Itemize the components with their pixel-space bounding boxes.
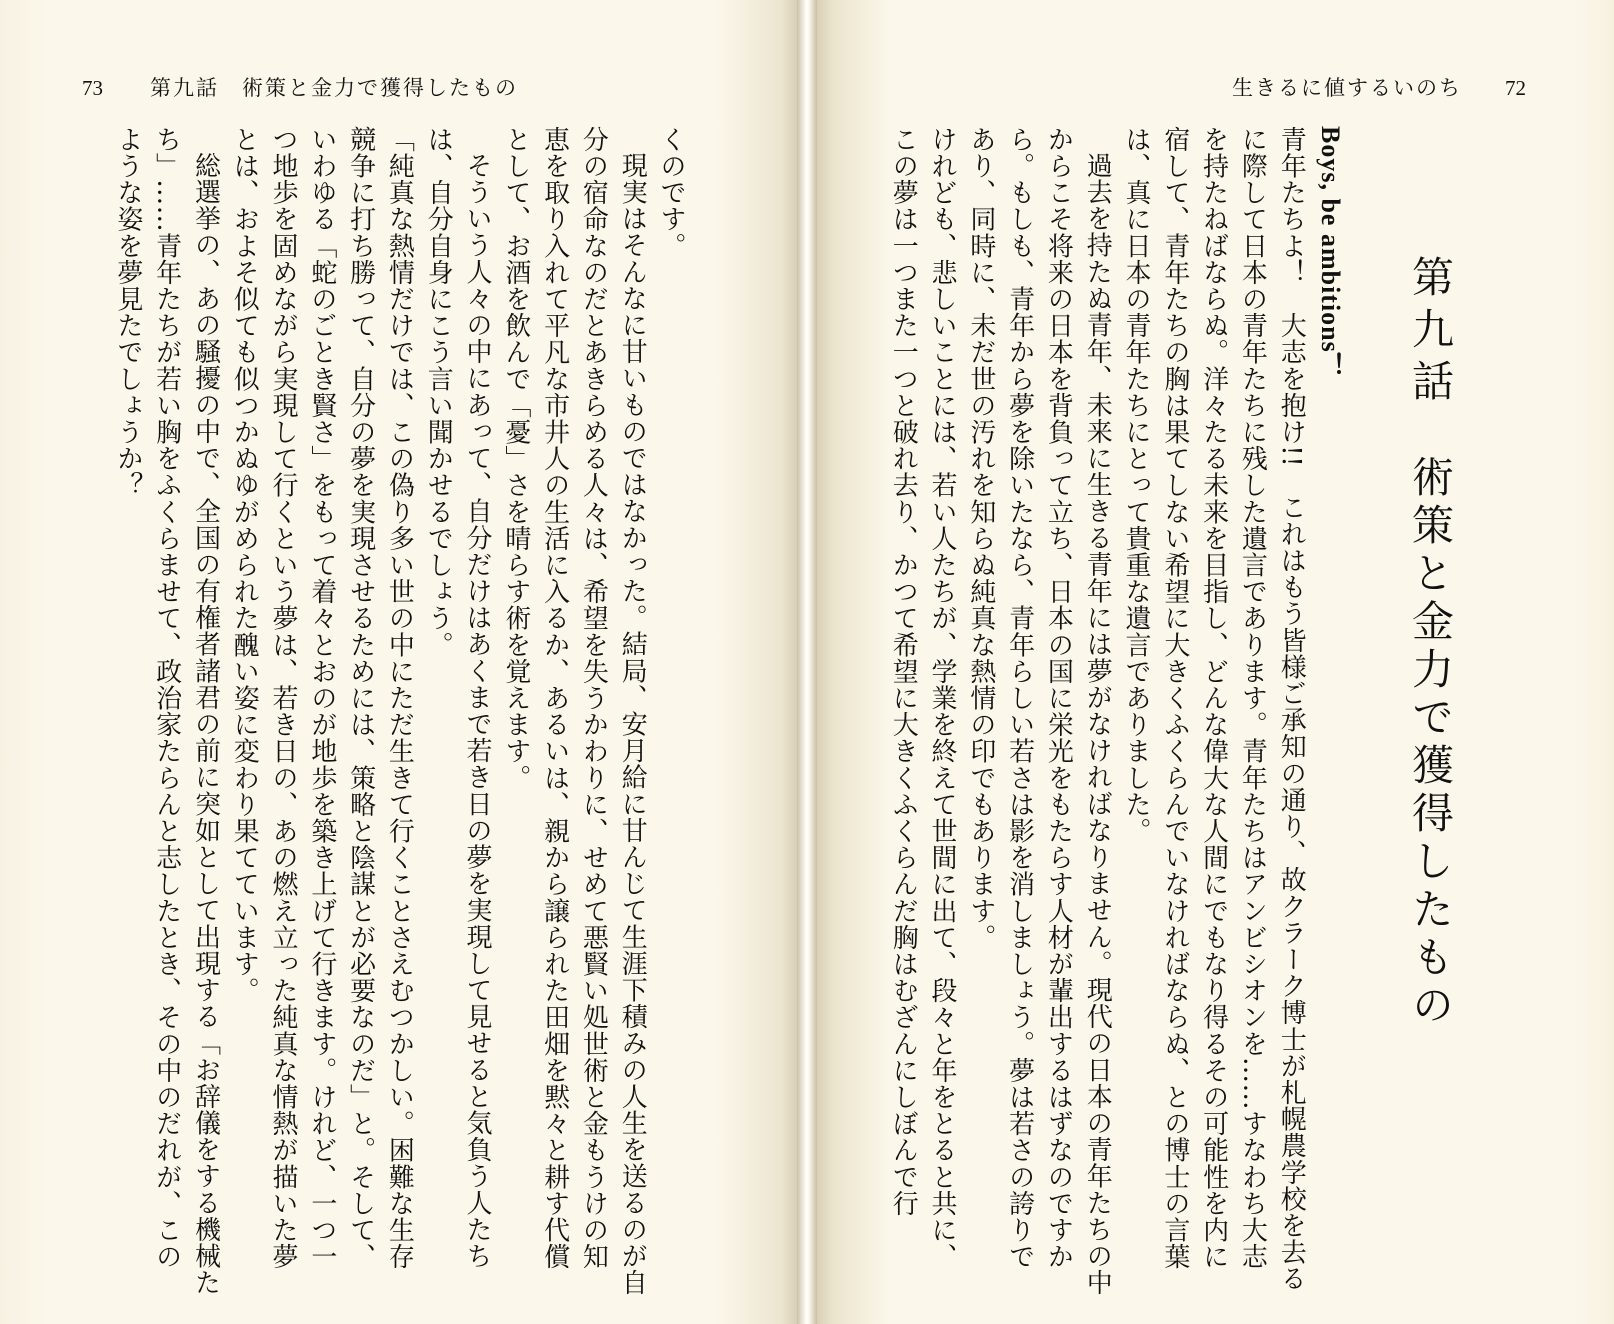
left-page-number: 73: [82, 76, 103, 100]
right-body-text: [888, 126, 1349, 1296]
left-paragraph-4: 「純真な熱情だけでは、この偽り多い世の中にただ生きて行くことさえむつかしい。困難な生存競争に打ち勝って、自分の夢を実現させるためには、策略と陰謀とが必要なのだ」と。そして、いわゆる「蛇のごとき賢さ」をもって着々とおのが地歩を築き上げて行きます。けれど、一つ一つ地歩を固めながら実現して行くという夢は、若き日の、あの燃え立った純真な情熱が描いた夢とは、およそ似ても似つかぬゆがめられた醜い姿に変わり果てています。: [229, 126, 415, 1270]
right-page-number: 72: [1505, 76, 1526, 100]
book-gutter: [797, 0, 817, 1324]
left-body-text: [88, 126, 690, 1296]
left-paragraph-3: そういう人々の中にあって、自分だけはあくまで若き日の夢を実現して見せると気負う人たちは、自分自身にこう言い聞かせるでしょう。: [423, 126, 493, 1270]
left-running-head: 第九話 術策と金力で獲得したもの: [150, 76, 518, 100]
left-paragraph-1: くのです。: [656, 126, 686, 259]
left-paragraph-2: 現実はそんなに甘いものではなかった。結局、安月給に甘んじて生涯下積みの人生を送るのが自分の宿命なのだとあきらめる人々は、希望を失うかわりに、せめて悪賢い処世術と金もうけの知恵を取り入れて平凡な市井人の生活に入るか、あるいは、親から譲られた田畑を黙々と耕す代償として、お酒を飲んで「憂」さを晴らす術を覚えます。: [500, 126, 648, 1296]
right-paragraph-2: 過去を持たぬ青年、未来に生きる青年には夢がなければなりません。現代の日本の青年たちの中からこそ将来の日本を背負って立ち、日本の国に栄光をもたらす人材が輩出するはずなのですから。もしも、青年から夢を除いたなら、青年らしい若さは影を消しましょう。夢は若さの誇りであり、同時に、未だ世の汚れを知らぬ純真な熱情の印でもあります。: [965, 126, 1113, 1296]
left-paragraph-5: 総選挙の、あの騒擾の中で、全国の有権者諸君の前に突如として出現する「お辞儀をする機械たち」……青年たちが若い胸をふくらませて、政治家たらんと志したとき、その中のだれが、このような姿を夢見たでしょうか？: [112, 126, 221, 1296]
right-paragraph-1: 青年たちよ！ 大志を抱け!! これはもう皆様ご承知の通り、故クラーク博士が札幌農学校を去るに際して日本の青年たちに残した遺言であります。青年たちはアンビシオンを……すなわち大志を持たねばならぬ。洋々たる未来を目指し、どんな偉大な人間にでもなり得るその可能性を内に宿して、青年たちの胸は果てしない希望に大きくふくらんでいなければならぬ、との博士の言葉は、真に日本の青年たちにとって貴重な遺言でありました。: [1121, 126, 1307, 1292]
chapter-number: 第九話: [1406, 255, 1455, 411]
right-paragraph-3: けれども、悲しいことには、若い人たちが、学業を終えて世間に出て、段々と年をとると共に、この夢は一つまた一つと破れ去り、かつて希望に大きくふくらんだ胸はむざんにしぼんで行: [888, 126, 958, 1270]
motto-line: [1310, 126, 1349, 1296]
right-running-head: 生きるに値するいのち: [1232, 76, 1462, 100]
motto-text: Boys, be ambitions！: [1316, 126, 1345, 380]
chapter-heading: [1400, 255, 1460, 1031]
chapter-title: 術策と金力で獲得したもの: [1406, 455, 1455, 1031]
